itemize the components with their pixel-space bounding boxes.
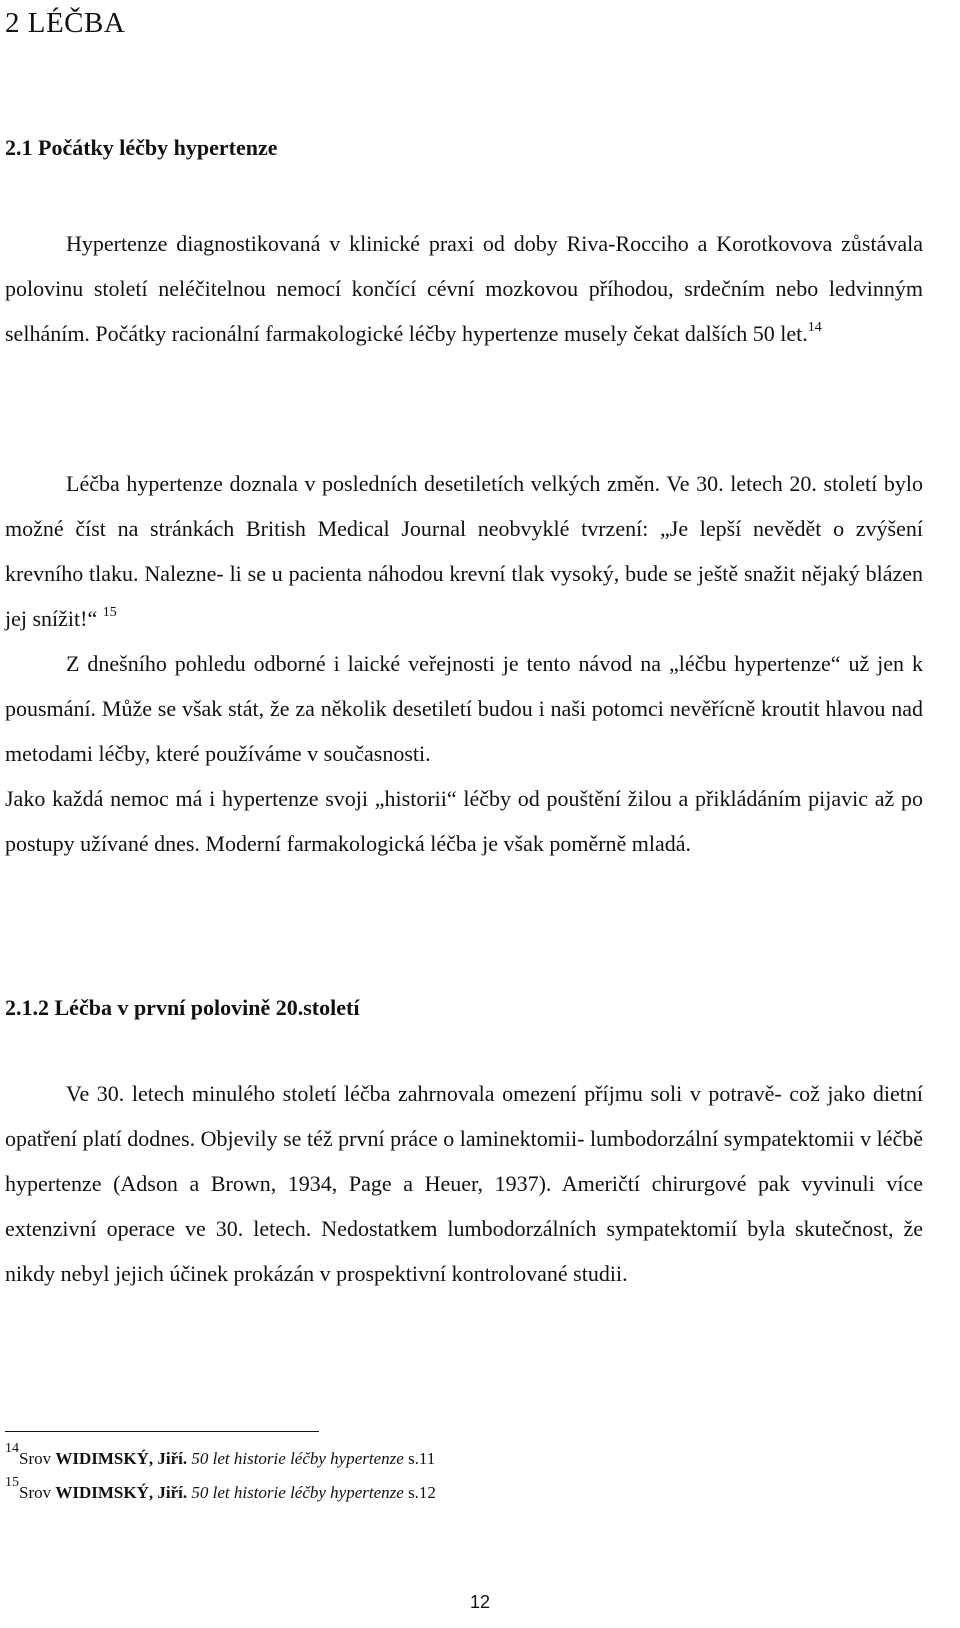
page-number: 12 [469, 1592, 491, 1612]
footnote-author: WIDIMSKÝ, Jiří. [55, 1449, 188, 1468]
section-heading: 2.1 Počátky léčby hypertenze [5, 135, 278, 160]
subsection-body [5, 1071, 923, 1296]
section-body [5, 221, 923, 356]
paragraph-1: Hypertenze diagnostikovaná v klinické praxi od doby Riva-Rocciho a Korotkovova zůstávala polovinu století neléčitelnou nemocí končící cévní mozkovou příhodou, srdečním nebo ledvinným selháním. Počátky racionální farmakologické léčby hypertenze musely čekat dalších 50 let.$^{14}$ [5, 231, 923, 346]
footnote-title: 50 let historie léčby hypertenze [187, 1449, 404, 1468]
footnote-number: 14 [5, 1441, 19, 1456]
footnote-prefix: Srov [19, 1483, 56, 1502]
footnote-number: 15 [5, 1475, 19, 1490]
footnote-separator [5, 1431, 319, 1432]
footnote-page: s.11 [403, 1449, 436, 1468]
footnote-ref-14: 14 [807, 320, 822, 335]
subsection-heading: 2.1.2 Léčba v první polovině 20.století [5, 995, 360, 1020]
section-body-2 [5, 461, 923, 866]
footnote-prefix: Srov [19, 1449, 56, 1468]
chapter-heading: 2 LÉČBA [5, 7, 126, 39]
footnote-page: s.12 [403, 1483, 436, 1502]
footnote-author: WIDIMSKÝ, Jiří. [55, 1483, 188, 1502]
paragraph-5: Ve 30. letech minulého století léčba zahrnovala omezení příjmu soli v potravě- což jako dietní opatření platí dodnes. Objevily se též první práce o laminektomii- lumbodorzální sympatektomii v léčbě hypertenze (Adson a Brown, 1934, Page a Heuer, 1937). Američtí chirurgové pak vyvinuli více extenzivní operace ve 30. letech. Nedostatkem lumbodorzálních sympatektomií byla skutečnost, že nikdy nebyl jejich účinek prokázán v prospektivní kontrolované studii. [5, 1081, 923, 1286]
footnote-title: 50 let historie léčby hypertenze [187, 1483, 404, 1502]
footnote-ref-15: 15 [102, 605, 117, 620]
footnote-15 [5, 1475, 436, 1504]
paragraph-3: Z dnešního pohledu odborné i laické veřejnosti je tento návod na „léčbu hypertenze“ už jen k pousmání. Může se však stát, že za několik desetiletí budou i naši potomci nevěřícně kroutit hlavou nad metodami léčby, které používáme v současnosti. [5, 651, 923, 766]
footnote-14 [5, 1441, 436, 1470]
paragraph-4: Jako každá nemoc má i hypertenze svoji „historii“ léčby od pouštění žilou a přikládáním pijavic až po postupy užívané dnes. Moderní farmakologická léčba je však poměrně mladá. [5, 786, 923, 856]
paragraph-2: Léčba hypertenze doznala v posledních desetiletích velkých změn. Ve 30. letech 20. století bylo možné číst na stránkách British Medical Journal neobvyklé tvrzení: „Je lepší nevědět o zvýšení krevního tlaku. Nalezne- li se u pacienta náhodou krevní tlak vysoký, bude se ještě snažit nějaký blázen jej snížit!“ $^{15}$ [5, 471, 923, 631]
